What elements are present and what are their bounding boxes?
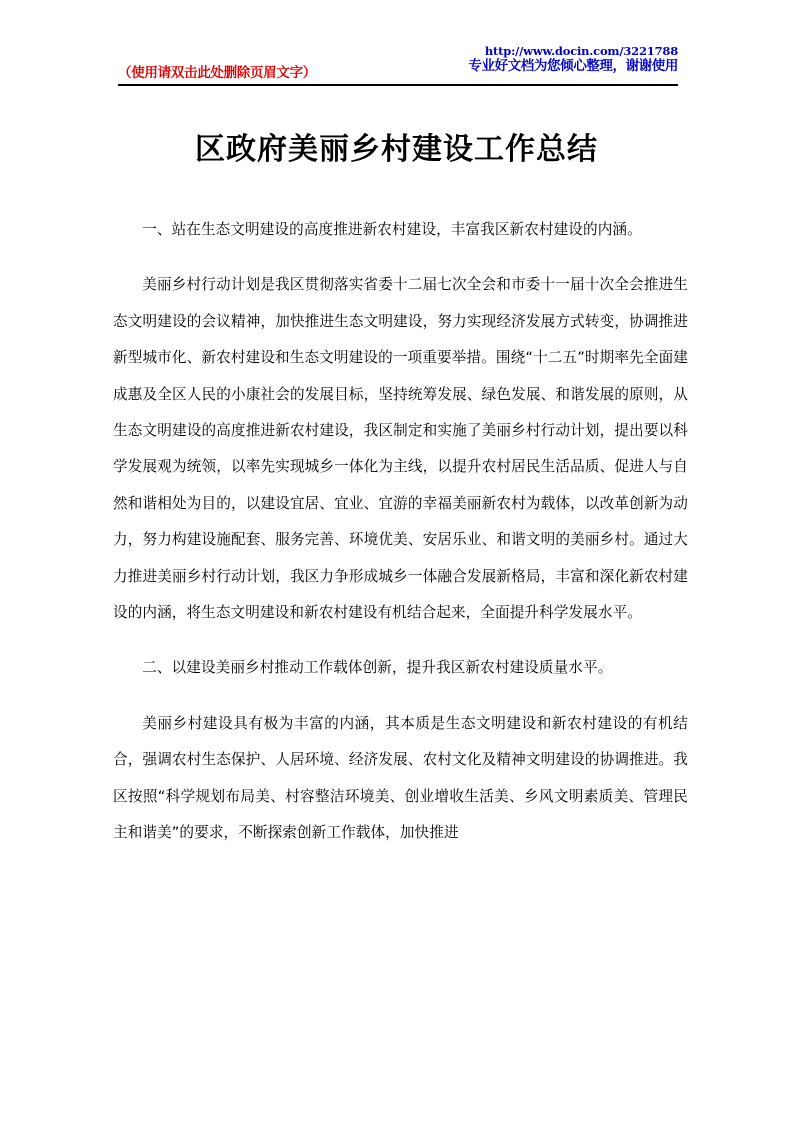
section-body-1: 美丽乡村行动计划是我区贯彻落实省委十二届七次全会和市委十一届十次全会推进生态文明建设的会议精神，加快推进生态文明建设，努力实现经济发展方式转变，协调推进新型城市化、新农村建设和生态文明建设的一项重要举措。围绕“十二五”时期率先全面建成惠及全区人民的小康社会的发展目标，坚持统筹发展、绿色发展、和谐发展的原则，从生态文明建设的高度推进新农村建设，我区制定和实施了美丽乡村行动计划，提出要以科学发展观为统领，以率先实现城乡一体化为主线，以提升农村居民生活品质、促进人与自然和谐相处为目的，以建设宜居、宜业、宜游的幸福美丽新农村为载体，以改革创新为动力，努力构建设施配套、服务完善、环境优美、安居乐业、和谐文明的美丽乡村。通过大力推进美丽乡村行动计划，我区力争形成城乡一体融合发展新格局，丰富和深化新农村建设的内涵，将生态文明建设和新农村建设有机结合起来，全面提升科学发展水平。 (113, 276, 688, 622)
source-url[interactable]: http://www.docin.com/3221788 (484, 44, 678, 58)
header-branding (468, 44, 678, 75)
section-heading-2: 二、以建设美丽乡村推动工作载体创新，提升我区新农村建设质量水平。 (142, 659, 613, 677)
header-delete-notice: （使用请双击此处删除页眉文字） (118, 65, 316, 81)
document-body (113, 212, 688, 871)
header-slogan: 专业好文档为您倾心整理，谢谢使用 (468, 58, 678, 74)
section-body-2: 美丽乡村建设具有极为丰富的内涵，其本质是生态文明建设和新农村建设的有机结合，强调农村生态保护、人居环境、经济发展、农村文化及精神文明建设的协调推进。我区按照“科学规划布局美、村容整洁环境美、创业增收生活美、乡风文明素质美、管理民主和谐美”的要求，不断探索创新工作载体，加快推进 (113, 714, 688, 842)
page-title: 区政府美丽乡村建设工作总结 (195, 132, 598, 168)
page-header (118, 44, 678, 86)
section-heading-1: 一、站在生态文明建设的高度推进新农村建设，丰富我区新农村建设的内涵。 (142, 221, 642, 238)
